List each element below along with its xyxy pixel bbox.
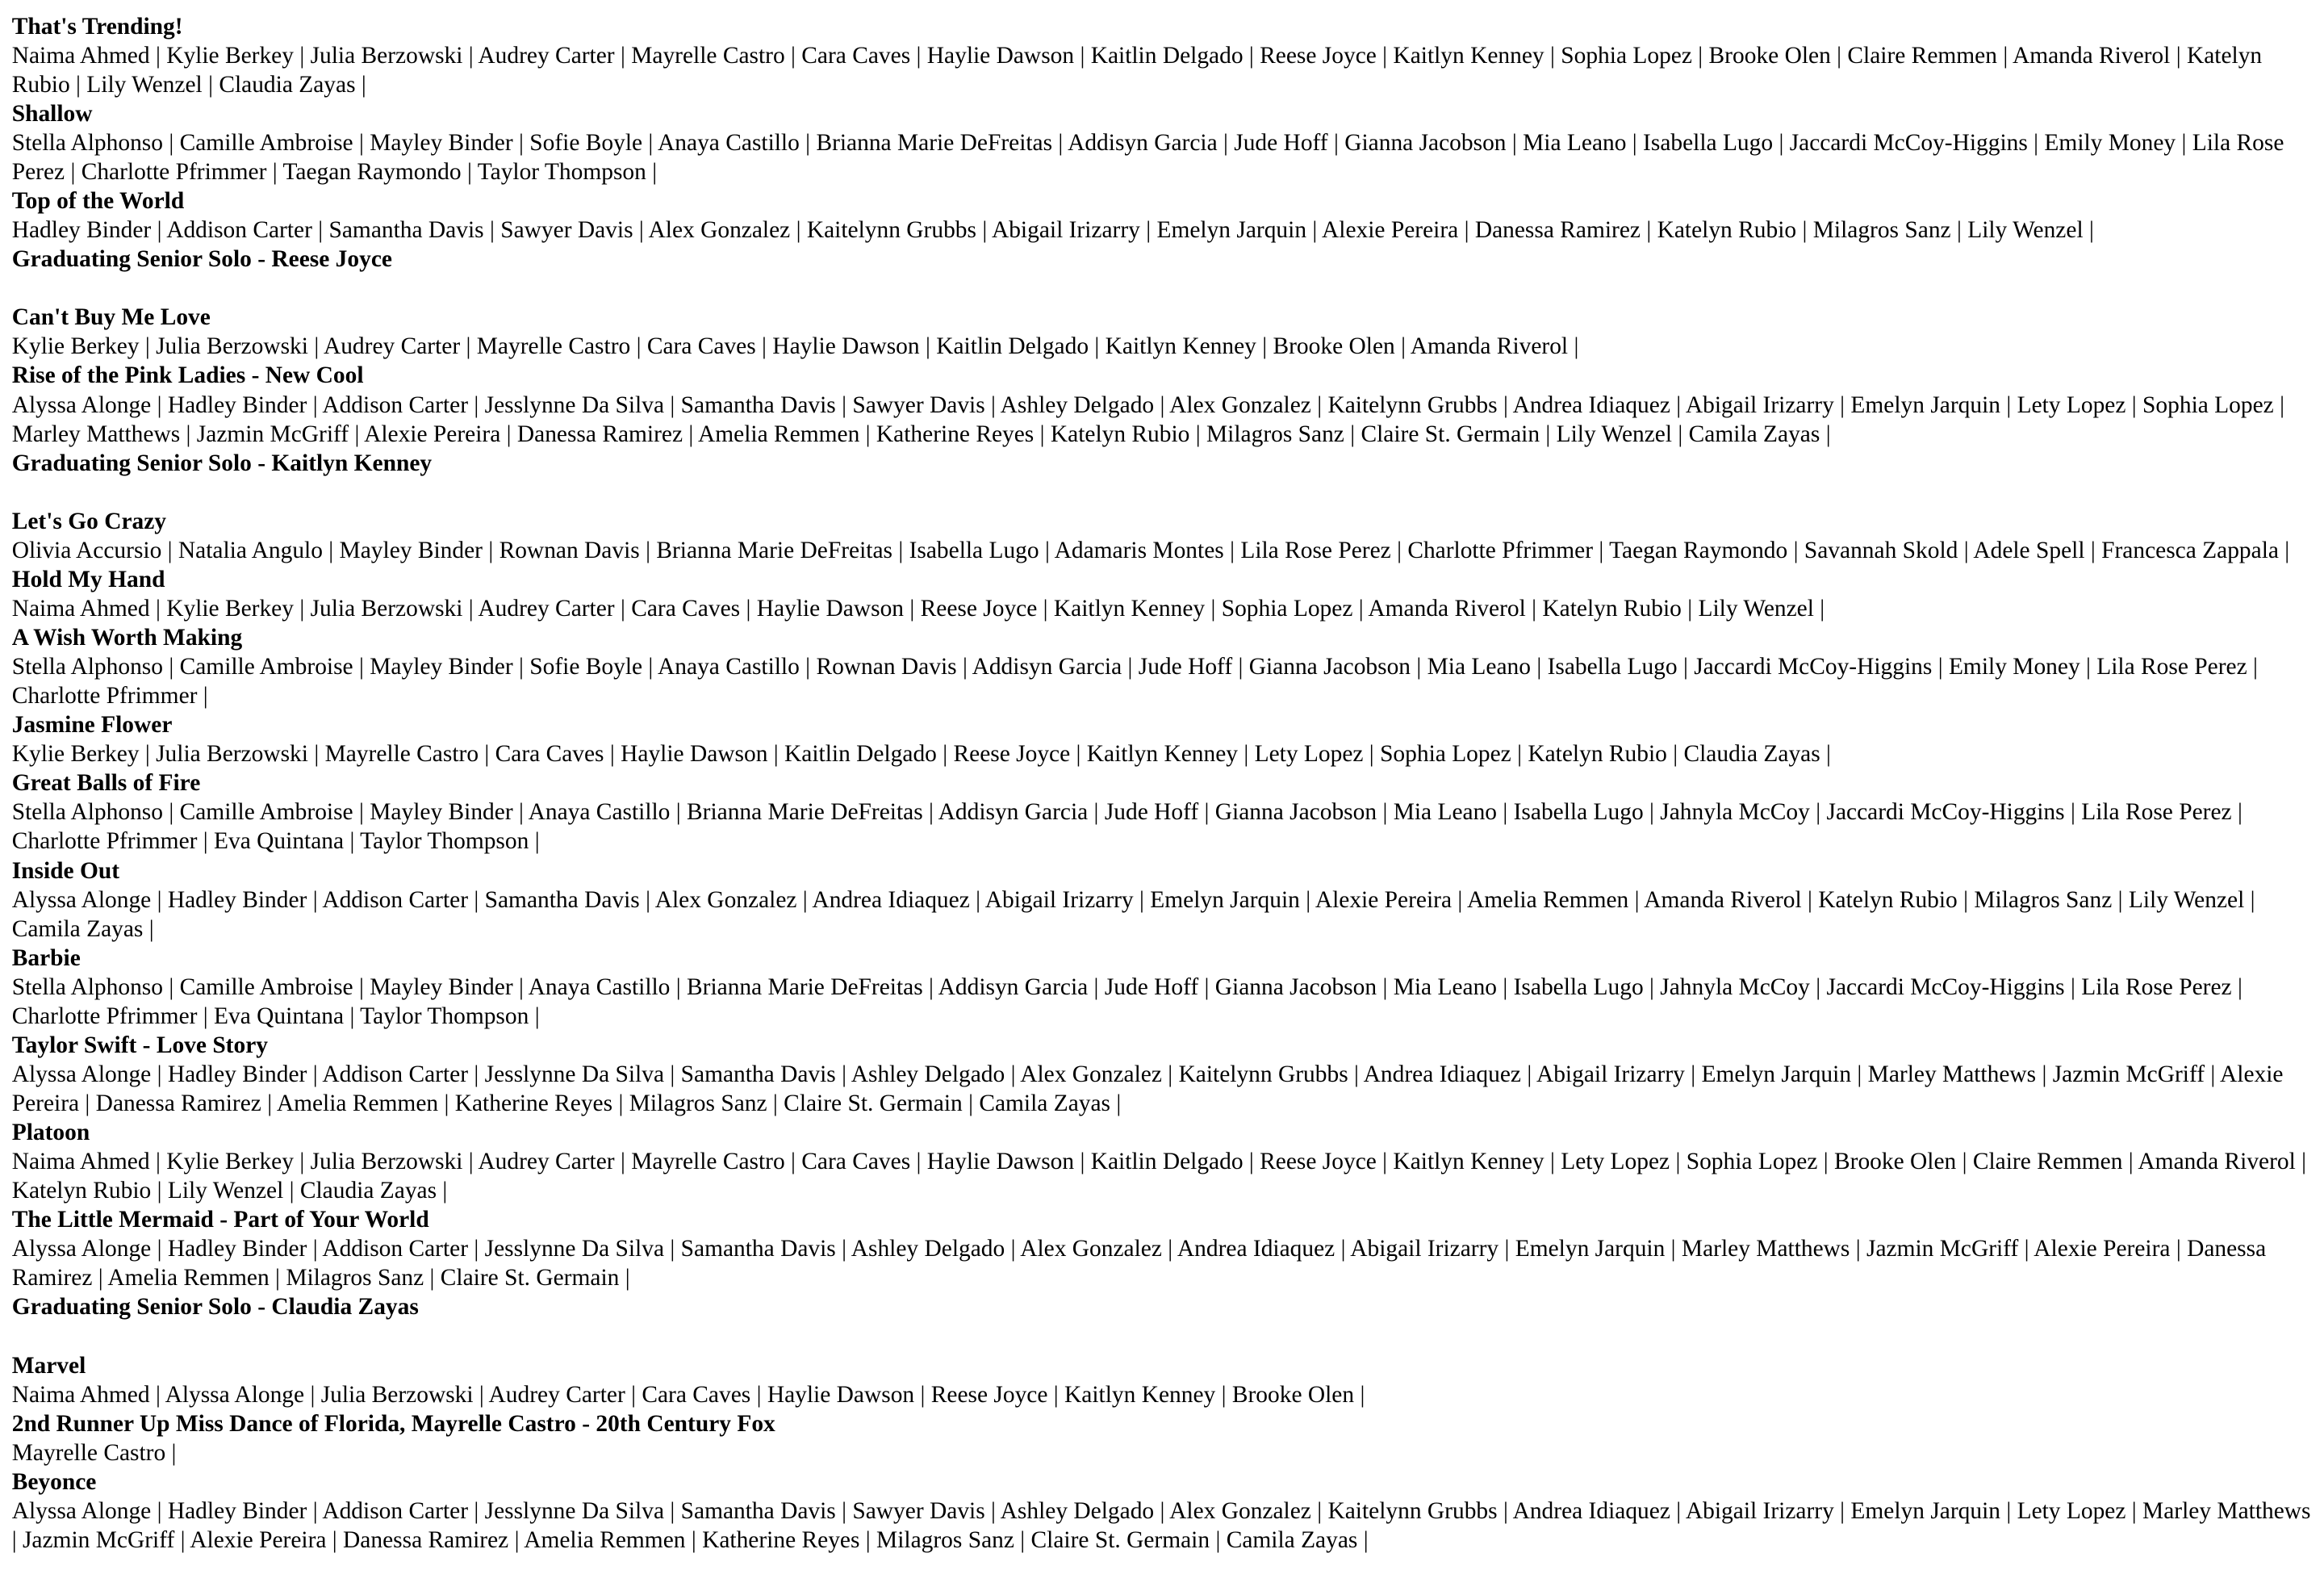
- program-number: [12, 99, 2312, 186]
- program-number: [12, 186, 2312, 245]
- program-number: [12, 1118, 2312, 1205]
- number-title: The Little Mermaid - Part of Your World: [11, 1207, 429, 1233]
- number-cast: Stella Alphonso | Camille Ambroise | Mayley Binder | Anaya Castillo | Brianna Marie DeFreitas | Addisyn Garcia | Jude Hoff | Gianna Jacobson | Mia Leano | Isabella Lugo | Jahnyla McCoy | Jaccardi McCoy-Higgins | Lila Rose Perez | Charlotte Pfrimmer | Eva Quintana | Taylor Thompson |: [11, 799, 2242, 855]
- number-cast: Naima Ahmed | Kylie Berkey | Julia Berzowski | Audrey Carter | Cara Caves | Haylie Dawson | Reese Joyce | Kaitlyn Kenney | Sophia Lopez | Amanda Riverol | Katelyn Rubio | Lily Wenzel |: [11, 595, 1825, 622]
- number-title: Jasmine Flower: [11, 712, 173, 739]
- number-cast: Hadley Binder | Addison Carter | Samantha Davis | Sawyer Davis | Alex Gonzalez | Kaitelynn Grubbs | Abigail Irizarry | Emelyn Jarquin | Alexie Pereira | Danessa Ramirez | Katelyn Rubio | Milagros Sanz | Lily Wenzel |: [11, 217, 2094, 244]
- number-title: Rise of the Pink Ladies - New Cool: [11, 362, 364, 389]
- program-number: [12, 710, 2312, 768]
- program-number: [12, 12, 2312, 99]
- senior-solo: [12, 1292, 2312, 1321]
- number-cast: Naima Ahmed | Kylie Berkey | Julia Berzowski | Audrey Carter | Mayrelle Castro | Cara Caves | Haylie Dawson | Kaitlin Delgado | Reese Joyce | Kaitlyn Kenney | Lety Lopez | Sophia Lopez | Brooke Olen | Claire Remmen | Amanda Riverol | Katelyn Rubio | Lily Wenzel | Claudia Zayas |: [11, 1149, 2307, 1204]
- program-number: [12, 856, 2312, 944]
- number-title: Inside Out: [11, 857, 120, 884]
- program-number: [12, 303, 2312, 361]
- number-cast: Stella Alphonso | Camille Ambroise | Mayley Binder | Anaya Castillo | Brianna Marie DeFreitas | Addisyn Garcia | Jude Hoff | Gianna Jacobson | Mia Leano | Isabella Lugo | Jahnyla McCoy | Jaccardi McCoy-Higgins | Lila Rose Perez | Charlotte Pfrimmer | Eva Quintana | Taylor Thompson |: [11, 973, 2242, 1029]
- number-title: 2nd Runner Up Miss Dance of Florida, Mayrelle Castro - 20th Century Fox: [11, 1410, 775, 1437]
- number-cast: Olivia Accursio | Natalia Angulo | Mayley Binder | Rownan Davis | Brianna Marie DeFreitas | Isabella Lugo | Adamaris Montes | Lila Rose Perez | Charlotte Pfrimmer | Taegan Raymondo | Savannah Skold | Adele Spell | Francesca Zappala |: [11, 537, 2290, 563]
- number-cast: Kylie Berkey | Julia Berzowski | Mayrelle Castro | Cara Caves | Haylie Dawson | Kaitlin Delgado | Reese Joyce | Kaitlyn Kenney | Lety Lopez | Sophia Lopez | Katelyn Rubio | Claudia Zayas |: [11, 741, 1831, 768]
- number-cast: Naima Ahmed | Kylie Berkey | Julia Berzowski | Audrey Carter | Mayrelle Castro | Cara Caves | Haylie Dawson | Kaitlin Delgado | Reese Joyce | Kaitlyn Kenney | Sophia Lopez | Brooke Olen | Claire Remmen | Amanda Riverol | Katelyn Rubio | Lily Wenzel | Claudia Zayas |: [11, 42, 2263, 98]
- number-cast: Naima Ahmed | Alyssa Alonge | Julia Berzowski | Audrey Carter | Cara Caves | Haylie Dawson | Reese Joyce | Kaitlyn Kenney | Brooke Olen |: [11, 1381, 1365, 1408]
- number-cast: Stella Alphonso | Camille Ambroise | Mayley Binder | Sofie Boyle | Anaya Castillo | Rownan Davis | Addisyn Garcia | Jude Hoff | Gianna Jacobson | Mia Leano | Isabella Lugo | Jaccardi McCoy-Higgins | Emily Money | Lila Rose Perez | Charlotte Pfrimmer |: [11, 654, 2258, 710]
- program-number: [12, 623, 2312, 710]
- program-number: [12, 1031, 2312, 1118]
- number-title: Graduating Senior Solo - Kaitlyn Kenney: [11, 450, 433, 476]
- number-title: Let's Go Crazy: [11, 508, 167, 534]
- number-title: Shallow: [11, 100, 93, 127]
- number-title: Great Balls of Fire: [11, 770, 201, 797]
- number-title: Can't Buy Me Love: [11, 304, 211, 331]
- program-number: [12, 1351, 2312, 1409]
- program-number: [12, 565, 2312, 623]
- number-cast: Stella Alphonso | Camille Ambroise | Mayley Binder | Sofie Boyle | Anaya Castillo | Brianna Marie DeFreitas | Addisyn Garcia | Jude Hoff | Gianna Jacobson | Mia Leano | Isabella Lugo | Jaccardi McCoy-Higgins | Emily Money | Lila Rose Perez | Charlotte Pfrimmer | Taegan Raymondo | Taylor Thompson |: [11, 129, 2284, 186]
- number-cast: Alyssa Alonge | Hadley Binder | Addison Carter | Samantha Davis | Alex Gonzalez | Andrea Idiaquez | Abigail Irizarry | Emelyn Jarquin | Alexie Pereira | Amelia Remmen | Amanda Riverol | Katelyn Rubio | Milagros Sanz | Lily Wenzel | Camila Zayas |: [11, 886, 2255, 942]
- number-cast: Kylie Berkey | Julia Berzowski | Audrey Carter | Mayrelle Castro | Cara Caves | Haylie Dawson | Kaitlin Delgado | Kaitlyn Kenney | Brooke Olen | Amanda Riverol |: [11, 333, 1579, 360]
- number-title: Marvel: [11, 1352, 86, 1379]
- program-number: [12, 1467, 2312, 1555]
- number-title: Barbie: [11, 944, 81, 971]
- number-cast: Alyssa Alonge | Hadley Binder | Addison Carter | Jesslynne Da Silva | Samantha Davis | Ashley Delgado | Alex Gonzalez | Andrea Idiaquez | Abigail Irizarry | Emelyn Jarquin | Marley Matthews | Jazmin McGriff | Alexie Pereira | Danessa Ramirez | Amelia Remmen | Milagros Sanz | Claire St. Germain |: [11, 1236, 2267, 1291]
- program-number: [12, 507, 2312, 565]
- program-number: [12, 361, 2312, 448]
- program-number: [12, 1409, 2312, 1467]
- number-title: Platoon: [11, 1120, 90, 1146]
- number-title: That's Trending!: [11, 13, 183, 40]
- program-number: [12, 768, 2312, 856]
- number-title: Beyonce: [11, 1468, 97, 1495]
- program-number: [12, 1205, 2312, 1292]
- number-title: Taylor Swift - Love Story: [11, 1032, 268, 1058]
- program-number: [12, 944, 2312, 1031]
- number-cast: Mayrelle Castro |: [11, 1439, 177, 1466]
- number-title: A Wish Worth Making: [11, 625, 243, 651]
- number-cast: Alyssa Alonge | Hadley Binder | Addison Carter | Jesslynne Da Silva | Samantha Davis | Sawyer Davis | Ashley Delgado | Alex Gonzalez | Kaitelynn Grubbs | Andrea Idiaquez | Abigail Irizarry | Emelyn Jarquin | Lety Lopez | Marley Matthews | Jazmin McGriff | Alexie Pereira | Danessa Ramirez | Amelia Remmen | Katherine Reyes | Milagros Sanz | Claire St. Germain | Camila Zayas |: [11, 1497, 2311, 1553]
- number-cast: Alyssa Alonge | Hadley Binder | Addison Carter | Jesslynne Da Silva | Samantha Davis | Sawyer Davis | Ashley Delgado | Alex Gonzalez | Kaitelynn Grubbs | Andrea Idiaquez | Abigail Irizarry | Emelyn Jarquin | Lety Lopez | Sophia Lopez | Marley Matthews | Jazmin McGriff | Alexie Pereira | Danessa Ramirez | Amelia Remmen | Katherine Reyes | Katelyn Rubio | Milagros Sanz | Claire St. Germain | Lily Wenzel | Camila Zayas |: [11, 391, 2284, 447]
- number-title: Graduating Senior Solo - Claudia Zayas: [11, 1294, 419, 1321]
- number-title: Top of the World: [11, 188, 185, 215]
- senior-solo: [12, 245, 2312, 274]
- number-title: Hold My Hand: [11, 566, 165, 592]
- number-cast: Alyssa Alonge | Hadley Binder | Addison Carter | Jesslynne Da Silva | Samantha Davis | Ashley Delgado | Alex Gonzalez | Kaitelynn Grubbs | Andrea Idiaquez | Abigail Irizarry | Emelyn Jarquin | Marley Matthews | Jazmin McGriff | Alexie Pereira | Danessa Ramirez | Amelia Remmen | Katherine Reyes | Milagros Sanz | Claire St. Germain | Camila Zayas |: [11, 1061, 2284, 1117]
- senior-solo: [12, 449, 2312, 478]
- number-title: Graduating Senior Solo - Reese Joyce: [11, 246, 392, 273]
